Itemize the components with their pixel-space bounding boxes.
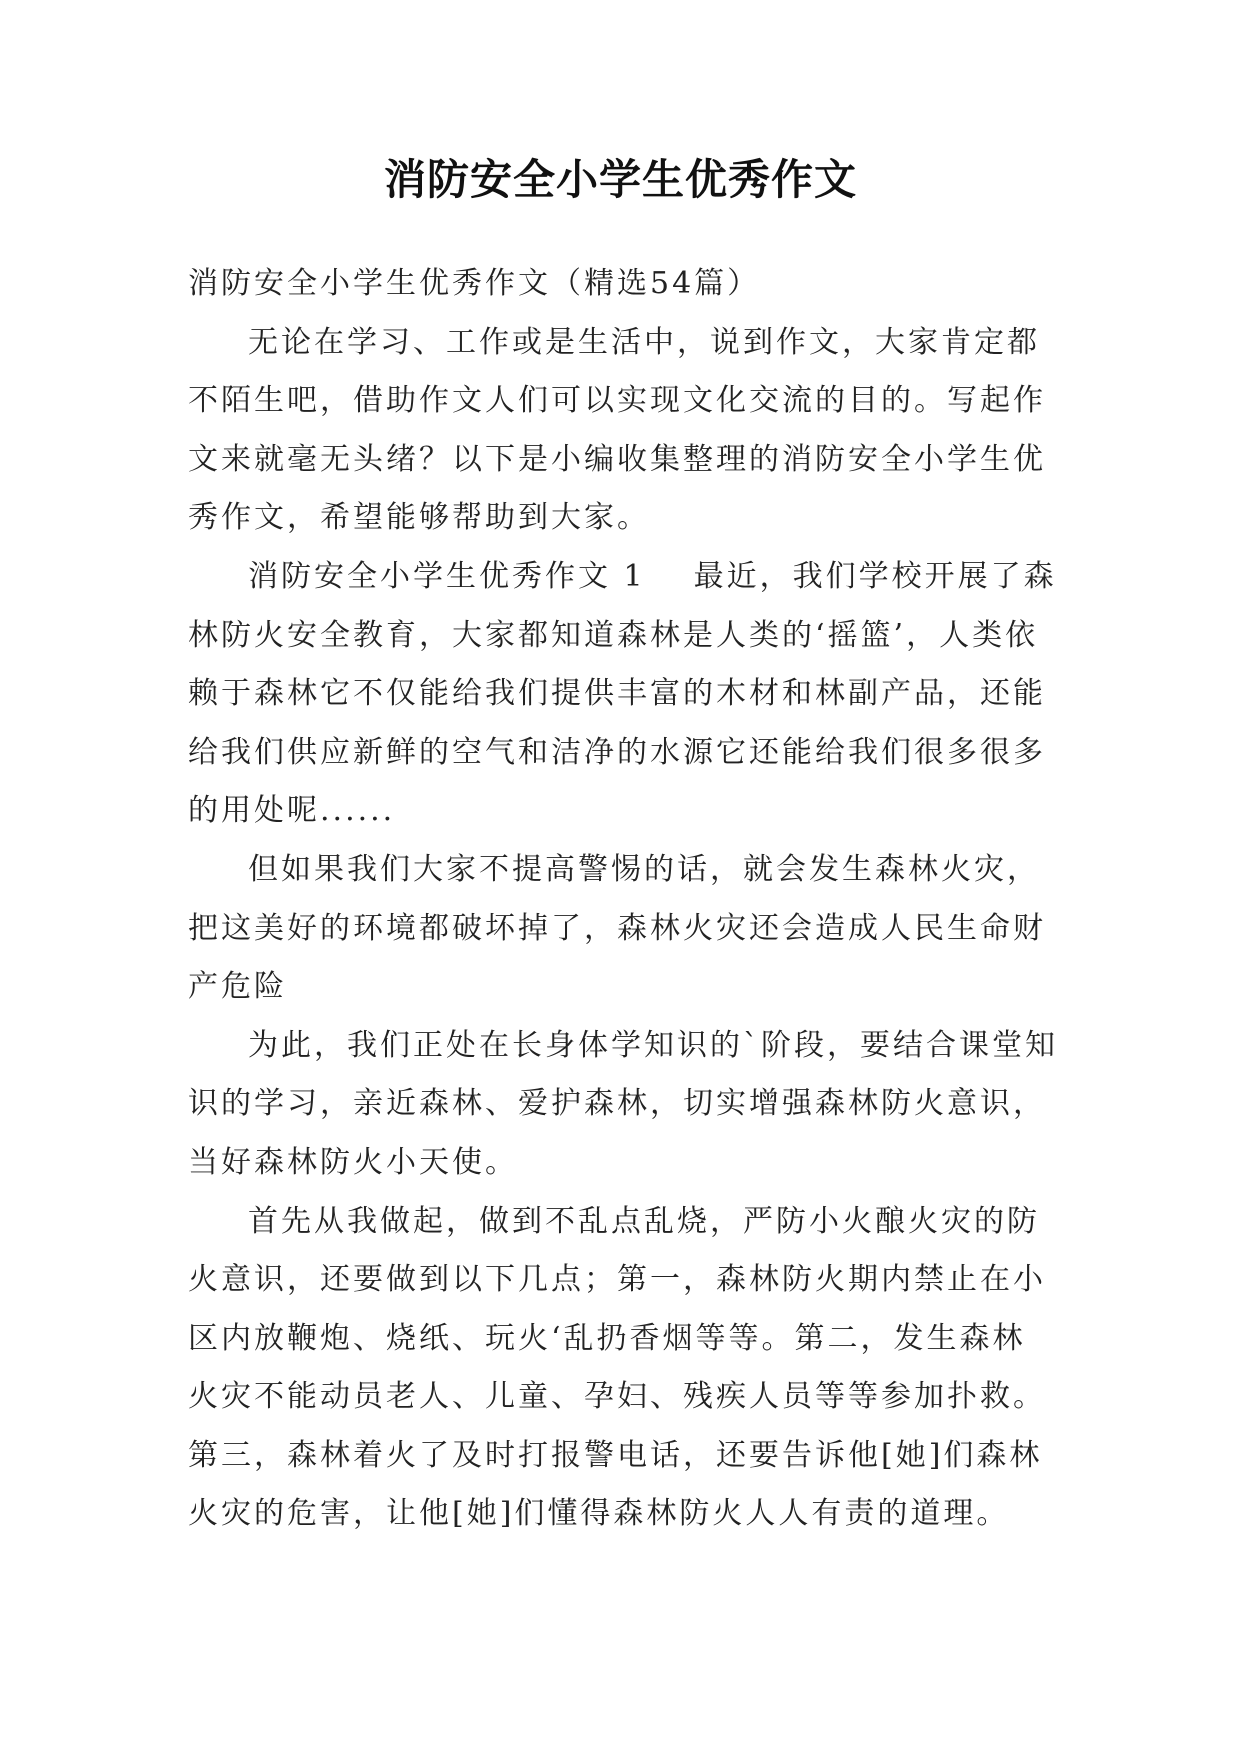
document-title: 消防安全小学生优秀作文 xyxy=(383,155,857,204)
document-subtitle: 消防安全小学生优秀作文（精选54篇） xyxy=(188,266,761,301)
essay-1-paragraph: 首先从我做起，做到不乱点乱烧，严防小火酿火灾的防火意识，还要做到以下几点；第一，森林防火期内禁止在小区内放鞭炮、烧纸、玩火‘乱扔香烟等等。第二，发生森林火灾不能动员老人、儿童、孕妇、残疾人员等等参加扑救。第三，森林着火了及时打报警电话，还要告诉他[她]们森林火灾的危害，让他[她]们懂得森林防火人人有责的道理。 xyxy=(188,1203,1046,1532)
essay-1-first-text: 最近，我们学校开展了森林防火安全教育，大家都知道森林是人类的‘摇篮’，人类依赖于森林它不仅能给我们提供丰富的木材和林副产品，还能给我们供应新鲜的空气和洁净的水源它还能给我们很多很多的用处呢...... xyxy=(188,558,1057,829)
essay-1-first-paragraph xyxy=(188,548,1058,841)
essay-1-paragraph: 为此，我们正处在长身体学知识的`阶段，要结合课堂知识的学习，亲近森林、爱护森林，切实增强森林防火意识，当好森林防火小天使。 xyxy=(188,1027,1058,1180)
document-body xyxy=(188,255,1058,1544)
intro-paragraph: 无论在学习、工作或是生活中，说到作文，大家肯定都不陌生吧，借助作文人们可以实现文化交流的目的。写起作文来就毫无头绪？以下是小编收集整理的消防安全小学生优秀作文，希望能够帮助到大家。 xyxy=(188,324,1046,536)
essay-1-heading: 消防安全小学生优秀作文 1 xyxy=(248,558,646,594)
essay-1-paragraph: 但如果我们大家不提高警惕的话，就会发生森林火灾，把这美好的环境都破坏掉了，森林火灾还会造成人民生命财产危险 xyxy=(188,851,1046,1005)
